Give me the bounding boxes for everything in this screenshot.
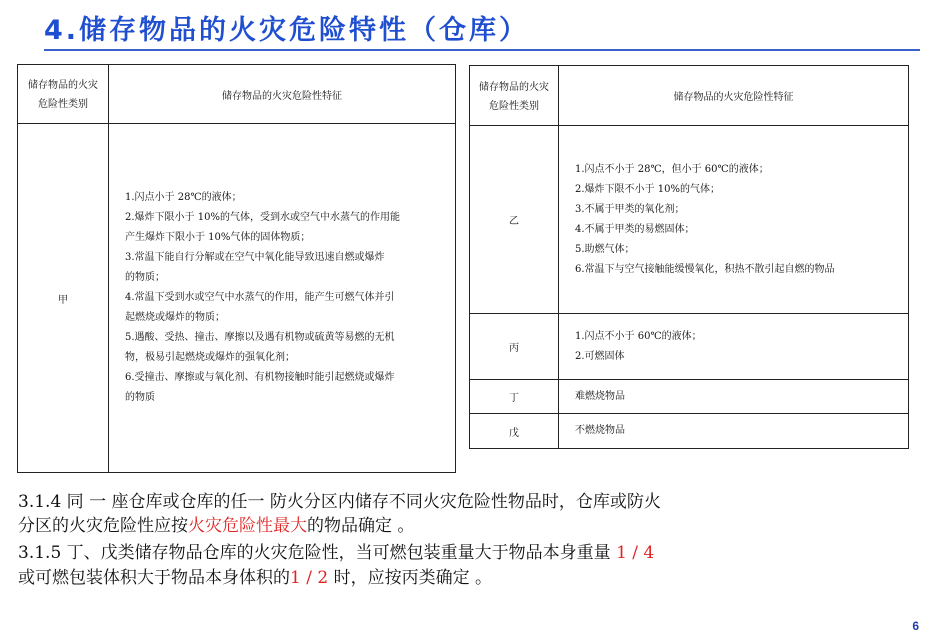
feature-line: 6.受撞击、摩擦或与氧化剂、有机物接触时能引起燃烧或爆炸 [125, 372, 395, 383]
clause-3-1-5-line1 [18, 541, 918, 565]
feature-line: 2.可燃固体 [575, 350, 625, 362]
feature-line: 1.闪点不小于 60℃的液体； [575, 330, 702, 342]
title-underline [44, 49, 920, 51]
features-cell [559, 380, 909, 414]
feature-line: 4.常温下受到水或空气中水蒸气的作用，能产生可燃气体并引 [125, 292, 395, 303]
text-span: 分区的火灾危险性应按 [18, 516, 188, 536]
category-cell: 戊 [470, 414, 559, 449]
text-span: 时，应按丙类确定 。 [328, 568, 492, 588]
feature-line: 起燃烧或爆炸的物质； [125, 312, 225, 323]
page-title: 4.储存物品的火灾危险特性（仓库） [44, 15, 530, 46]
feature-list [559, 327, 908, 367]
text-span: 3.1.5 丁、戊类储存物品仓库的火灾危险性，当可燃包装重量大于物品本身重量 [18, 543, 617, 563]
feature-line: 2.爆炸下限小于 10%的气体，受到水或空气中水蒸气的作用能 [125, 212, 400, 223]
feature-line: 的物质； [125, 272, 165, 283]
text-span: 的物品确定 。 [307, 516, 415, 536]
features-cell [109, 124, 456, 473]
category-cell: 丁 [470, 380, 559, 414]
header-category [18, 65, 109, 124]
feature-line: 物，极易引起燃烧或爆炸的强氧化剂； [125, 352, 295, 363]
features-cell [559, 314, 909, 380]
feature-line: 4.不属于甲类的易燃固体； [575, 223, 695, 235]
feature-line: 的物质 [125, 392, 155, 403]
highlight-text: 火灾危险性最大 [188, 516, 307, 536]
clause-3-1-5-line2 [18, 566, 918, 590]
header-category [470, 66, 559, 126]
feature-line: 2.爆炸下限不小于 10%的气体； [575, 183, 720, 195]
features-cell [559, 126, 909, 314]
header-features: 储存物品的火灾危险性特征 [109, 65, 456, 124]
header-category-line2: 危险性类别 [489, 100, 539, 112]
highlight-text: 1 / 4 [616, 543, 655, 563]
feature-list [109, 188, 455, 408]
feature-line: 6.常温下与空气接触能缓慢氧化，积热不散引起自燃的物品 [575, 263, 835, 275]
feature-line: 不燃烧物品 [575, 425, 625, 436]
category-cell: 乙 [470, 126, 559, 314]
feature-line: 1.闪点不小于 28℃，但小于 60℃的液体； [575, 163, 769, 175]
feature-line: 3.常温下能自行分解或在空气中氧化能导致迅速自燃或爆炸 [125, 252, 385, 263]
feature-line: 1.闪点小于 28℃的液体； [125, 192, 242, 203]
feature-line: 5.遇酸、受热、撞击、摩擦以及遇有机物或硫黄等易燃的无机 [125, 332, 395, 343]
feature-list [559, 160, 908, 280]
features-cell [559, 414, 909, 449]
header-features: 储存物品的火灾危险性特征 [559, 66, 909, 126]
hazard-table-right [469, 65, 909, 449]
highlight-text: 1 / 2 [290, 568, 329, 588]
feature-line: 5.助燃气体； [575, 243, 635, 255]
hazard-table-left [17, 64, 456, 473]
category-cell: 甲 [18, 124, 109, 473]
text-span: 或可燃包装体积大于物品本身体积的 [18, 568, 290, 588]
feature-line: 3.不属于甲类的氧化剂； [575, 203, 685, 215]
clause-3-1-4-line1: 3.1.4 同 一 座仓库或仓库的任一 防火分区内储存不同火灾危险性物品时，仓库或防火 [18, 492, 661, 512]
page-number: 6 [912, 619, 919, 633]
feature-line: 难燃烧物品 [575, 390, 625, 402]
clause-3-1-4-line2 [18, 514, 918, 538]
feature-line: 产生爆炸下限小于 10%气体的固体物质； [125, 232, 311, 243]
header-category-line1: 储存物品的火灾 [479, 81, 549, 93]
category-cell: 丙 [470, 314, 559, 380]
header-category-line1: 储存物品的火灾 [28, 80, 98, 91]
header-category-line2: 危险性类别 [38, 99, 88, 110]
